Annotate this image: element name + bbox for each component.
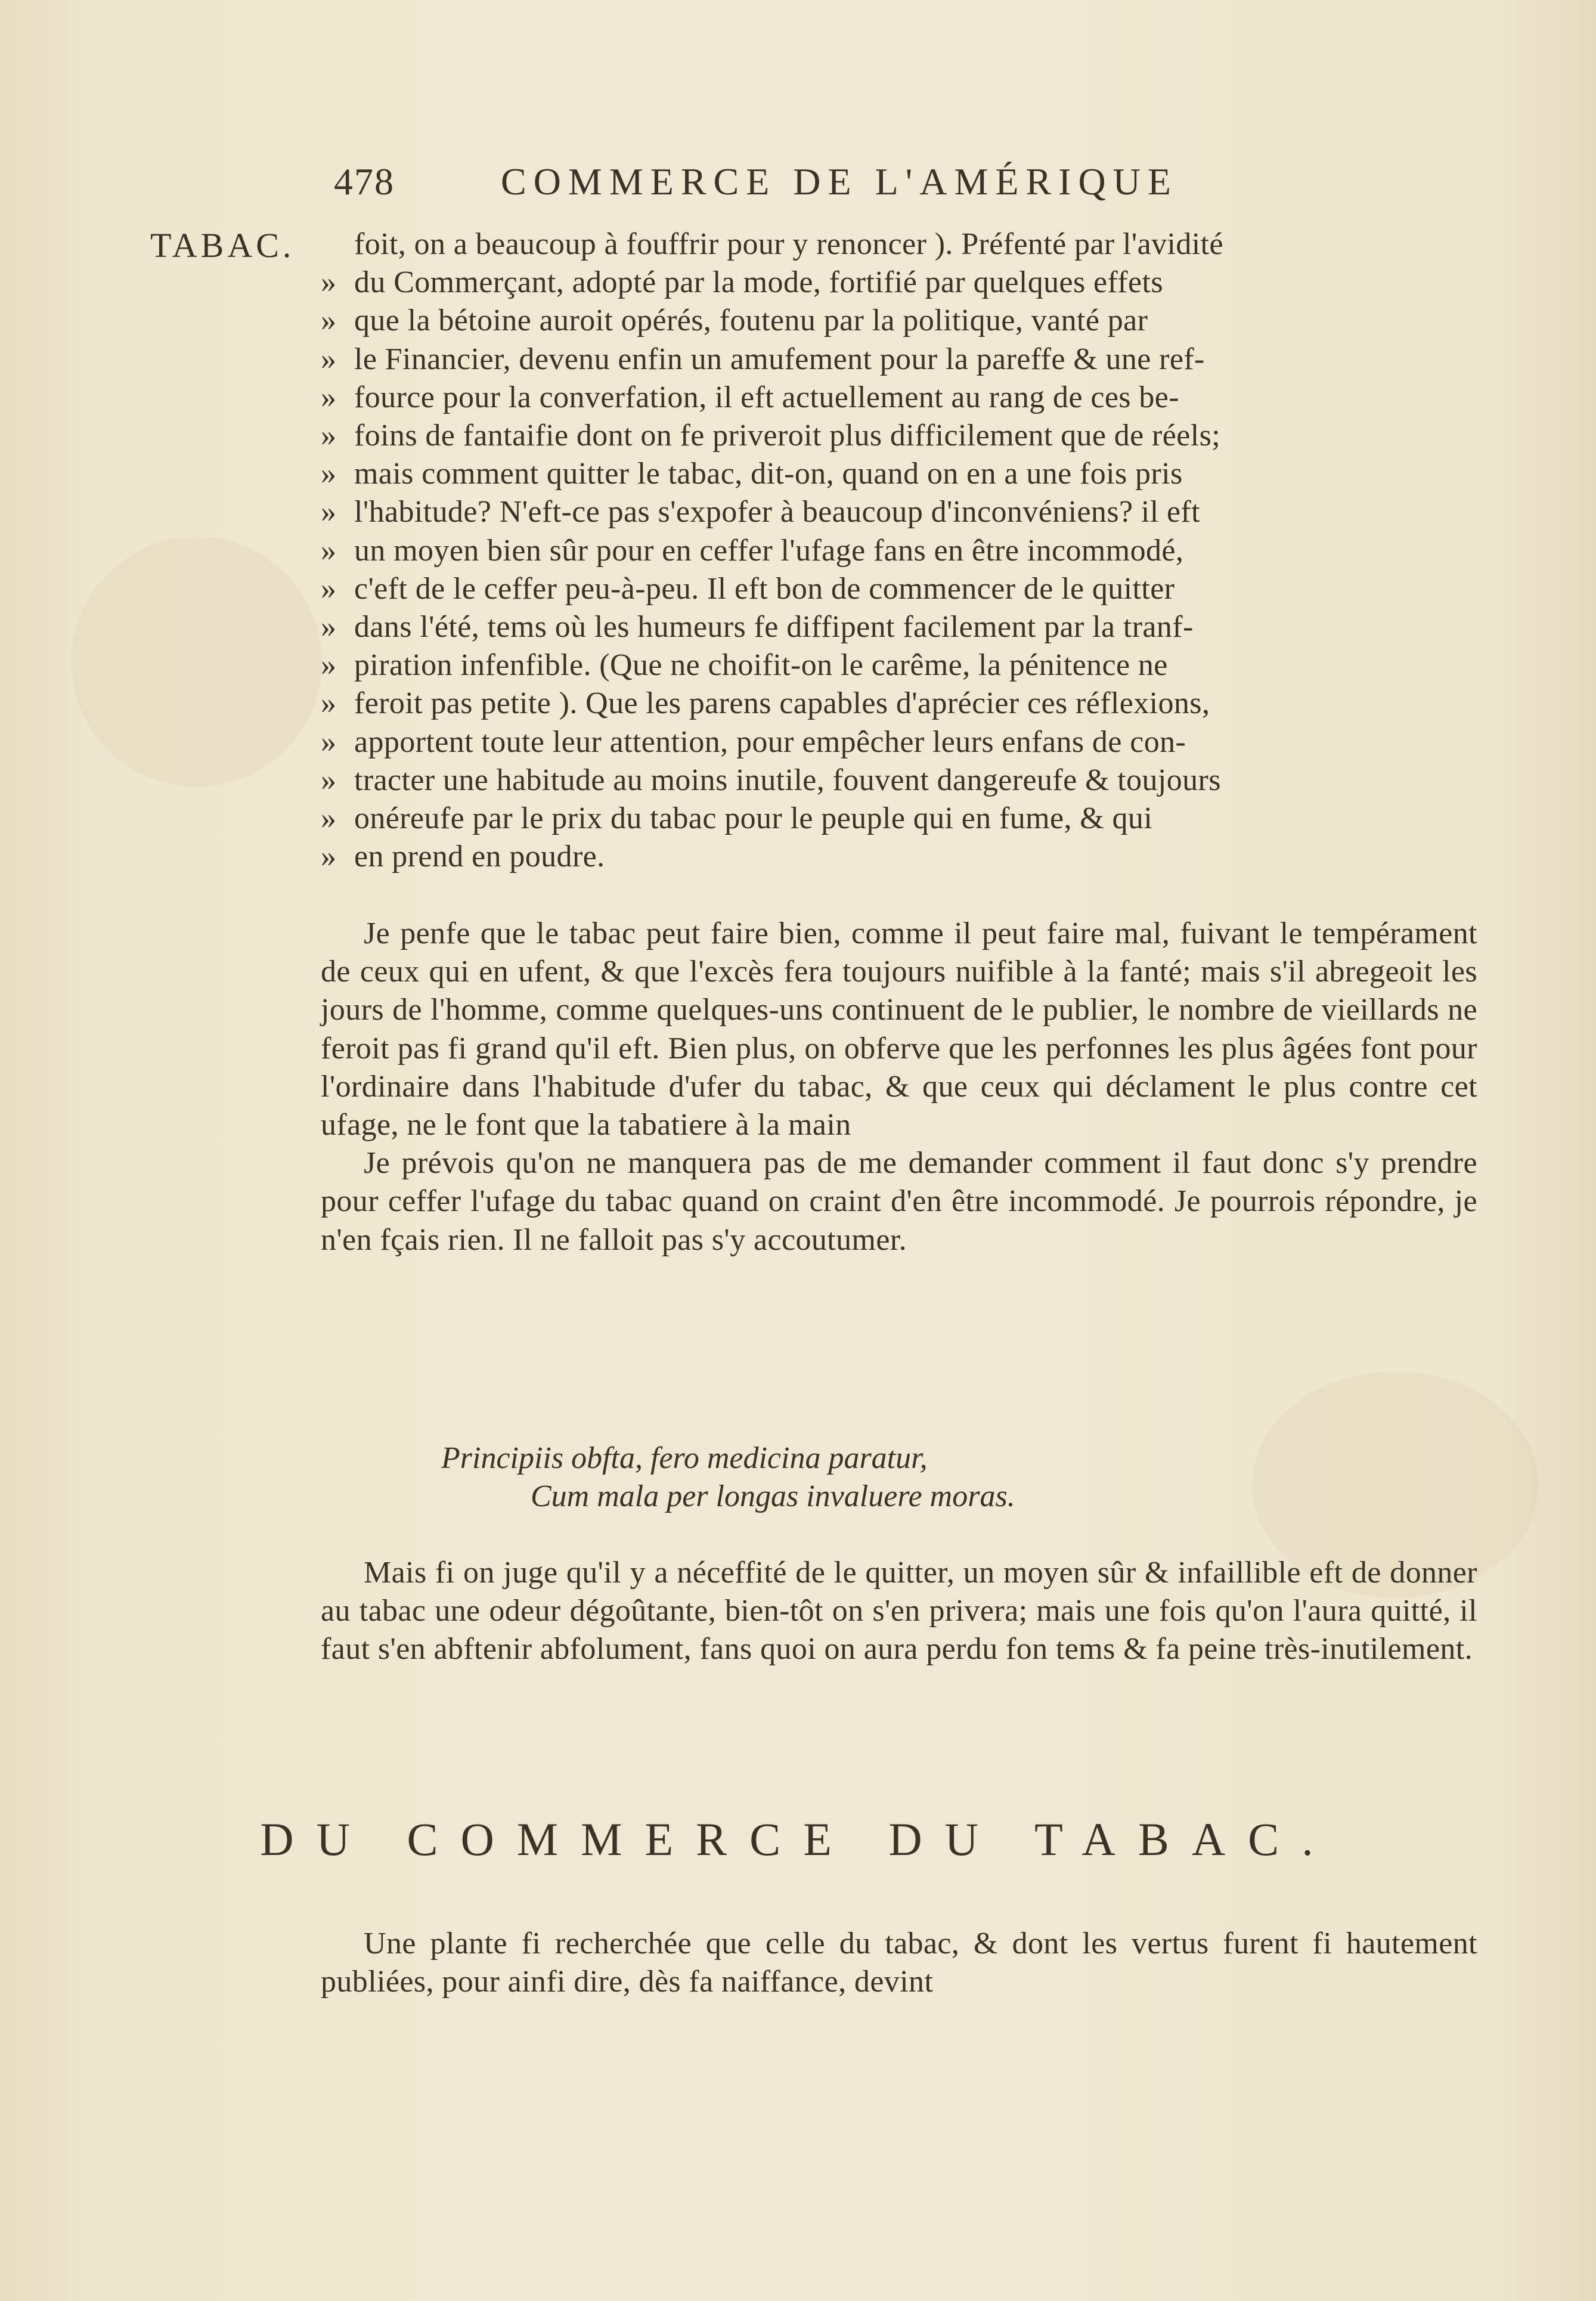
quoted-line-text: feroit pas petite ). Que les parens capables d'aprécier ces réflexions,	[354, 686, 1210, 721]
quoted-line-text: foit, on a beaucoup à fouffrir pour y renoncer ). Préfenté par l'avidité	[354, 227, 1223, 261]
quote-mark: »	[321, 648, 337, 683]
latin-verse	[441, 1439, 1276, 1516]
page-number: 478	[334, 160, 395, 203]
quoted-line	[321, 570, 1477, 608]
quote-mark: »	[321, 686, 337, 721]
paragraph: Je prévois qu'on ne manquera pas de me demander comment il faut donc s'y prendre pour ceffer l'ufage du tabac quand on craint d'en être incommodé. Je pourrois répondre, je n'en fçais rien. Il ne falloit pas s'y accoutumer.	[321, 1146, 1477, 1257]
quote-mark: »	[321, 724, 337, 759]
quoted-line	[321, 761, 1477, 800]
quoted-line	[321, 417, 1477, 455]
paragraph: Je penfe que le tabac peut faire bien, comme il peut faire mal, fuivant le tempérament de ceux qui en ufent, & que l'excès fera toujours nuifible à la fanté; mais s'il abregeoit les jours de l'homme, comme quelques-uns continuent de le publier, le nombre de vieillards ne feroit pas fi grand qu'il eft. Bien plus, on obferve que les perfonnes les plus âgées font pour l'ordinaire dans l'habitude d'ufer du tabac, & que ceux qui déclament le plus contre cet ufage, ne le font que la tabatiere à la main	[321, 916, 1477, 1142]
quoted-line-text: le Financier, devenu enfin un amufement pour la pareffe & une ref-	[354, 342, 1205, 376]
quoted-line	[321, 455, 1477, 493]
running-header	[334, 160, 1347, 213]
quoted-line	[321, 838, 1477, 876]
text-block	[321, 1554, 1477, 1669]
quote-mark: »	[321, 763, 337, 797]
text-block	[321, 915, 1477, 1259]
quoted-line	[321, 608, 1477, 646]
quoted-line-text: onéreufe par le prix du tabac pour le peuple qui en fume, & qui	[354, 801, 1153, 836]
quote-mark: »	[321, 342, 337, 376]
quote-mark: »	[321, 265, 337, 300]
quoted-line-text: que la bétoine auroit opérés, foutenu par la politique, vanté par	[354, 304, 1148, 338]
quoted-line	[321, 800, 1477, 838]
verse-line: Principiis obfta, fero medicina paratur,	[441, 1441, 928, 1475]
quote-mark: »	[321, 840, 337, 874]
quoted-passage	[321, 225, 1477, 876]
quoted-line	[321, 646, 1477, 685]
quoted-line-text: l'habitude? N'eft-ce pas s'expofer à beaucoup d'inconvéniens? il eft	[354, 495, 1200, 529]
quoted-line-text: fource pour la converfation, il eft actuellement au rang de ces be-	[354, 380, 1179, 414]
quoted-line-text: tracter une habitude au moins inutile, fouvent dangereufe & toujours	[354, 763, 1221, 797]
quoted-line	[321, 302, 1477, 340]
text-block	[321, 1925, 1477, 2001]
quoted-line	[321, 379, 1477, 417]
quoted-line-text: un moyen bien sûr pour en ceffer l'ufage fans en être incommodé,	[354, 533, 1184, 568]
margin-note: TABAC.	[150, 226, 295, 265]
quote-mark: »	[321, 610, 337, 645]
quoted-line-text: piration infenfible. (Que ne choifit-on le carême, la pénitence ne	[354, 648, 1168, 683]
quoted-line	[321, 340, 1477, 379]
quote-mark: »	[321, 304, 337, 338]
quoted-line	[321, 532, 1477, 570]
quoted-line-text: apportent toute leur attention, pour empêcher leurs enfans de con-	[354, 724, 1186, 759]
quoted-line	[321, 493, 1477, 531]
quote-mark: »	[321, 571, 337, 606]
paragraph: Mais fi on juge qu'il y a néceffité de le quitter, un moyen sûr & infaillible eft de donner au tabac une odeur dégoûtante, bien-tôt on s'en privera; mais une fois qu'on l'aura quitté, il faut s'en abftenir abfolument, fans quoi on aura perdu fon tems & fa peine très-inutilement.	[321, 1556, 1477, 1667]
verse-line: Cum mala per longas invaluere moras.	[531, 1479, 1015, 1513]
section-title: DU COMMERCE DU TABAC.	[260, 1813, 1336, 1865]
quoted-line-text: foins de fantaifie dont on fe priveroit plus difficilement que de réels;	[354, 419, 1221, 453]
quote-mark: »	[321, 380, 337, 414]
paper-stain	[72, 537, 322, 787]
quoted-line-text: du Commerçant, adopté par la mode, fortifié par quelques effets	[354, 265, 1163, 300]
running-title: COMMERCE DE L'AMÉRIQUE	[501, 160, 1178, 203]
quoted-line-text: c'eft de le ceffer peu-à-peu. Il eft bon de commencer de le quitter	[354, 571, 1175, 606]
quote-mark: »	[321, 533, 337, 568]
quoted-line-text: mais comment quitter le tabac, dit-on, quand on en a une fois pris	[354, 457, 1183, 491]
quoted-line	[321, 723, 1477, 761]
quoted-line-text: dans l'été, tems où les humeurs fe diffipent facilement par la tranf-	[354, 610, 1194, 645]
quote-mark: »	[321, 419, 337, 453]
paragraph: Une plante fi recherchée que celle du tabac, & dont les vertus furent fi hautement publiées, pour ainfi dire, dès fa naiffance, devint	[321, 1927, 1477, 1999]
quoted-line	[321, 685, 1477, 723]
quoted-line	[321, 264, 1477, 302]
quoted-line-text: en prend en poudre.	[354, 840, 605, 874]
quote-mark: »	[321, 801, 337, 836]
quoted-line	[321, 225, 1477, 264]
quote-mark: »	[321, 495, 337, 529]
quote-mark: »	[321, 457, 337, 491]
